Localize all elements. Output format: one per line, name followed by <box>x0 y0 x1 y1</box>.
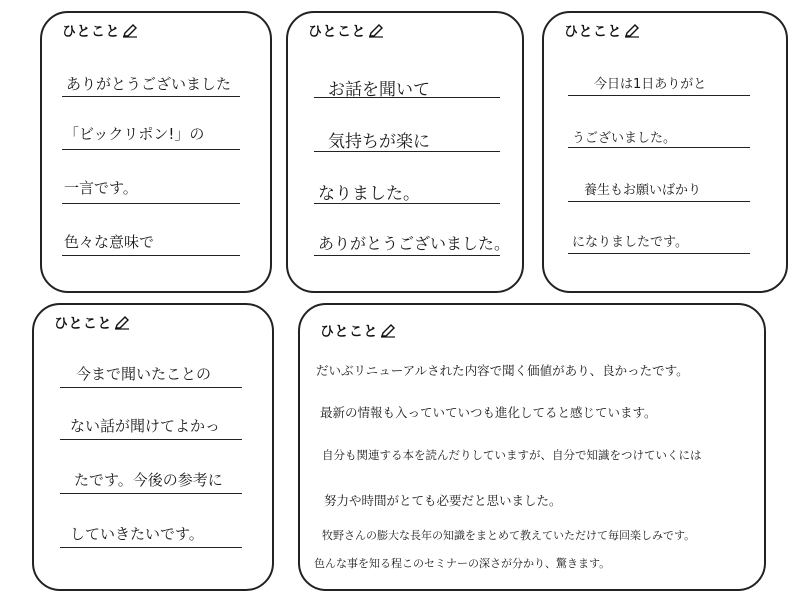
comment-card-5 <box>298 303 766 591</box>
comment-card-1 <box>40 11 272 293</box>
pencil-icon <box>624 24 640 38</box>
comment-line: ない話が聞けてよかっ <box>70 417 221 435</box>
comment-line: 色々な意味で <box>64 233 155 251</box>
comment-card-3 <box>542 11 788 293</box>
comment-line: 自分も関連する本を読んだりしていますが、自分で知識をつけていくには <box>322 448 702 462</box>
card-title <box>308 21 384 41</box>
rule-line <box>60 439 242 440</box>
comment-line: 努力や時間がとても必要だと思いました。 <box>324 493 562 508</box>
comment-line: 最新の情報も入っていていつも進化してると感じています。 <box>320 405 657 420</box>
comment-line: だいぶリニューアルされた内容で聞く価値があり、良かったです。 <box>316 363 689 378</box>
rule-line <box>60 387 242 388</box>
rule-line <box>60 547 242 548</box>
comment-line: 色んな事を知る程このセミナーの深さが分かり、驚きます。 <box>314 557 611 570</box>
rule-line <box>314 255 500 256</box>
comment-line: うございました。 <box>572 131 677 146</box>
comment-line: ありがとうございました <box>66 75 232 93</box>
rule-line <box>62 96 240 97</box>
rule-line <box>62 255 240 256</box>
card-title-text: ひとこと <box>564 24 622 40</box>
comment-line: 今日は1日ありがと <box>594 77 707 92</box>
card-title <box>320 321 396 341</box>
rule-line <box>568 253 750 254</box>
card-title <box>564 21 640 41</box>
rule-line <box>60 493 242 494</box>
comment-card-4 <box>32 303 274 591</box>
comment-card-2 <box>286 11 524 293</box>
card-title-text: ひとこと <box>54 316 112 332</box>
rule-line <box>568 95 750 96</box>
pencil-icon <box>114 316 130 330</box>
rule-line <box>568 147 750 148</box>
card-title-text: ひとこと <box>308 24 366 40</box>
rule-line <box>62 149 240 150</box>
pencil-icon <box>122 24 138 38</box>
comment-line: お話を聞いて <box>328 80 430 100</box>
comment-line: ありがとうございました。 <box>318 234 511 253</box>
comment-line: 「ビックリポン!」の <box>64 125 205 143</box>
card-title <box>62 21 138 41</box>
card-title-text: ひとこと <box>62 24 120 40</box>
comment-line: になりましたです。 <box>572 235 688 250</box>
comment-line: なりました。 <box>318 184 420 204</box>
rule-line <box>568 201 750 202</box>
pencil-icon <box>380 324 396 338</box>
comment-line: していきたいです。 <box>70 525 204 543</box>
card-title-text: ひとこと <box>320 324 378 340</box>
comment-line: 今まで聞いたことの <box>76 365 212 383</box>
comment-line: 一言です。 <box>64 179 138 197</box>
comment-line: 牧野さんの膨大な長年の知識をまとめて教えていただけて毎回楽しみです。 <box>322 529 696 542</box>
rule-line <box>62 203 240 204</box>
comment-line: 気持ちが楽に <box>328 132 430 152</box>
comment-line: 養生もお願いばかり <box>584 183 702 198</box>
comment-line: たです。今後の参考に <box>74 471 223 489</box>
card-title <box>54 313 130 333</box>
pencil-icon <box>368 24 384 38</box>
